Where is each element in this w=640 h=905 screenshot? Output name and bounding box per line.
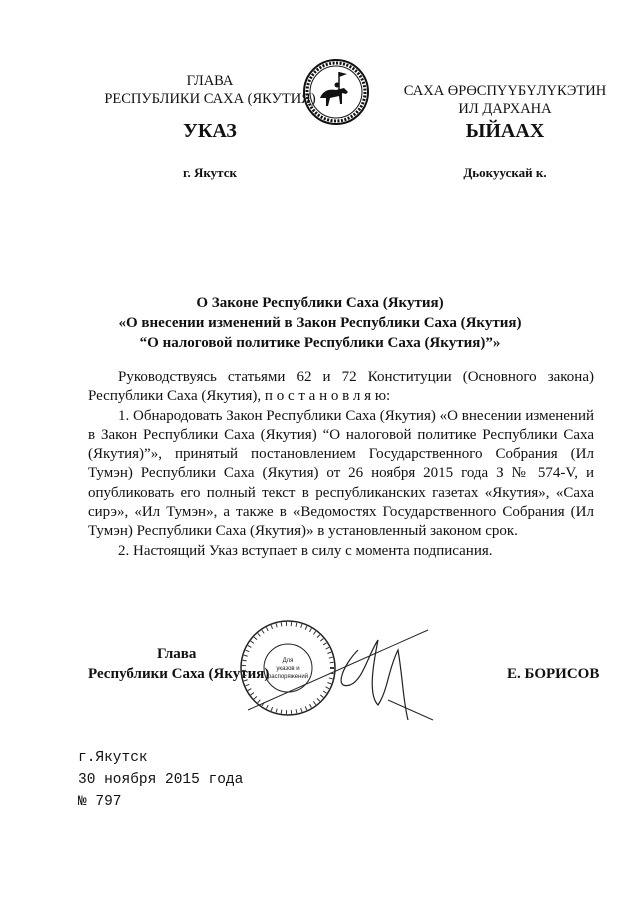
footer-city: г.Якутск — [78, 750, 148, 766]
document-title — [60, 293, 580, 353]
official-stamp-and-signature-icon — [238, 610, 438, 730]
svg-text:распоряжений: распоряжений — [267, 674, 309, 680]
signer-name: Е. БОРИСОВ — [507, 666, 600, 682]
title-line3: “О налоговой политике Республики Саха (Якутия)”» — [139, 335, 501, 351]
doc-type-left: УКАЗ — [183, 120, 237, 142]
svg-text:Для: Для — [282, 658, 294, 664]
issuer-left-line2: РЕСПУБЛИКИ САХА (ЯКУТИЯ) — [104, 91, 316, 107]
item-2: 2. Настоящий Указ вступает в силу с момента подписания. — [118, 542, 493, 559]
issuer-right-line2: ИЛ ДАРХАНА — [458, 101, 552, 117]
title-line1: О Законе Республики Саха (Якутия) — [196, 295, 444, 311]
issuer-right — [380, 82, 630, 118]
city-right: Дьокуускай к. — [463, 165, 547, 180]
item-1: 1. Обнародовать Закон Республики Саха (Якутия) «О внесении изменений в Закон Республики Саха (Якутия) “О налоговой политике Республики Саха (Якутия)”», принятый постановлением Государственного Собрания (Ил Тумэн) Республики Саха (Якутия) от 26 ноября 2015 года З № 574-V, и опубликовать его полный текст в республиканских газетах «Якутия», «Саха сирэ», «Ил Тумэн», а также в «Ведомостях Государственного Собрания (Ил Тумэн) Республики Саха (Якутия)» в установленный законом срок. — [88, 407, 594, 540]
preamble: Руководствуясь статьями 62 и 72 Конституции (Основного закона) Республики Саха (Якутия), п о с т а н о в л я ю: — [88, 369, 594, 405]
signer-position-line2: Республики Саха (Якутия) — [88, 666, 270, 682]
document-body — [88, 368, 594, 561]
issuer-left-line1: ГЛАВА — [186, 73, 234, 89]
signer-position-line1: Глава — [157, 646, 197, 662]
svg-text:указов и: указов и — [276, 666, 300, 672]
title-line2: «О внесении изменений в Закон Республики Саха (Якутия) — [118, 315, 522, 331]
doc-type-right: ЫЙААХ — [465, 120, 545, 142]
issuer-right-line1: САХА ӨРӨСПҮҮБҮЛҮКЭТИН — [403, 83, 607, 99]
city-left: г. Якутск — [183, 165, 237, 180]
footer-number: № 797 — [78, 794, 122, 810]
coat-of-arms-icon — [302, 58, 370, 126]
footer-date: 30 ноября 2015 года — [78, 772, 244, 788]
